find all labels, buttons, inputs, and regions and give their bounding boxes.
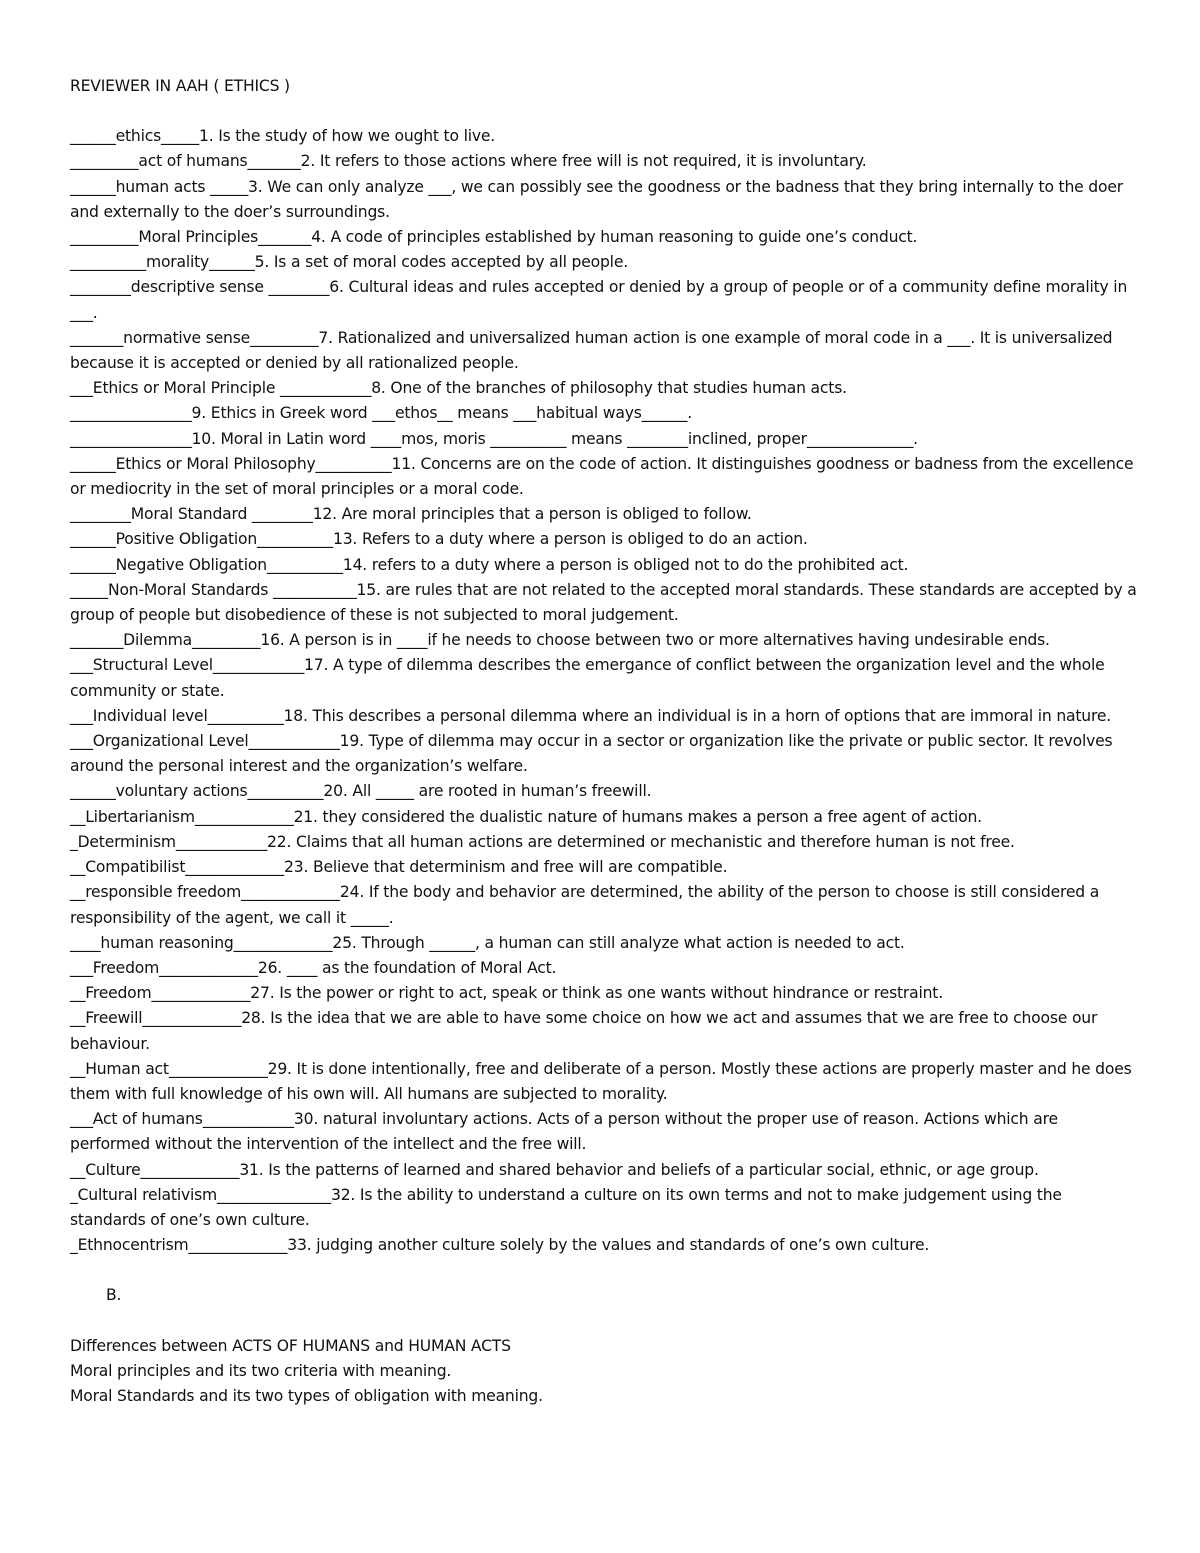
section-b-task: Moral Standards and its two types of obligation with meaning. bbox=[70, 1386, 543, 1405]
question-item: _________Moral Principles_______4. A code of principles established by human reasoning to guide one’s conduct. bbox=[70, 228, 918, 247]
question-item: ______human acts _____3. We can only analyze ___, we can possibly see the goodness or the badness that they bring internally to the doer and externally to the doer’s surroundings. bbox=[70, 177, 1123, 221]
question-item: ___Ethics or Moral Principle ____________8. One of the branches of philosophy that studies human acts. bbox=[70, 379, 847, 398]
question-item: ______ethics_____1. Is the study of how we ought to live. bbox=[70, 127, 496, 146]
question-item: _____Non-Moral Standards ___________15. are rules that are not related to the accepted moral standards. These standards are accepted by a group of people but disobedience of these is not subjected to moral judgement. bbox=[70, 580, 1137, 625]
question-item: __________morality______5. Is a set of moral codes accepted by all people. bbox=[70, 253, 628, 272]
question-item: ______Negative Obligation__________14. refers to a duty where a person is obliged not to do the prohibited act. bbox=[70, 555, 909, 574]
question-item: __Freedom_____________27. Is the power or right to act, speak or think as one wants without hindrance or restraint. bbox=[70, 984, 943, 1003]
question-item: _______Dilemma_________16. A person is in ____if he needs to choose between two or more alternatives having undesirable ends. bbox=[70, 631, 1050, 650]
question-item: ________descriptive sense ________6. Cultural ideas and rules accepted or denied by a group of people or of a community define morality in ___. bbox=[70, 278, 1128, 322]
section-b-task: Differences between ACTS OF HUMANS and HUMAN ACTS bbox=[70, 1336, 511, 1355]
question-item: ______Positive Obligation__________13. Refers to a duty where a person is obliged to do an action. bbox=[70, 530, 808, 549]
section-b-task: Moral principles and its two criteria with meaning. bbox=[70, 1361, 452, 1380]
question-item: ___Freedom_____________26. ____ as the foundation of Moral Act. bbox=[70, 958, 557, 977]
question-item: _______normative sense_________7. Rationalized and universalized human action is one example of moral code in a ___. It is universalized because it is accepted or denied by all rationalized people. bbox=[70, 328, 1113, 373]
question-item: __Culture_____________31. Is the patterns of learned and shared behavior and beliefs of a particular social, ethnic, or age group. bbox=[70, 1160, 1039, 1179]
question-item: ___Structural Level____________17. A type of dilemma describes the emergance of conflict between the organization level and the whole community or state. bbox=[70, 656, 1105, 700]
question-item: ___Act of humans____________30. natural involuntary actions. Acts of a person without the proper use of reason. Actions which are performed without the intervention of the intellect and the free will. bbox=[70, 1110, 1058, 1154]
section-b-label: B. bbox=[106, 1286, 122, 1305]
question-item: __Freewill_____________28. Is the idea that we are able to have some choice on how we act and assumes that we are free to choose our behaviour. bbox=[70, 1009, 1098, 1053]
question-item: ____human reasoning_____________25. Through ______, a human can still analyze what action is needed to act. bbox=[70, 933, 905, 952]
question-item: _Determinism____________22. Claims that all human actions are determined or mechanistic and therefore human is not free. bbox=[70, 832, 1015, 851]
question-item: ___Organizational Level____________19. Type of dilemma may occur in a sector or organization like the private or public sector. It revolves around the personal interest and the organization’s welfare. bbox=[70, 732, 1113, 776]
question-item: __responsible freedom_____________24. If the body and behavior are determined, the ability of the person to choose is still considered a responsibility of the agent, we call it _____. bbox=[70, 883, 1100, 927]
question-item: ________________9. Ethics in Greek word ___ethos__ means ___habitual ways______. bbox=[70, 404, 693, 423]
question-list bbox=[70, 124, 1138, 1258]
question-item: __Compatibilist_____________23. Believe that determinism and free will are compatible. bbox=[70, 858, 728, 877]
question-item: ___Individual level__________18. This describes a personal dilemma where an individual is in a horn of options that are immoral in nature. bbox=[70, 706, 1111, 725]
question-item: ______voluntary actions__________20. All _____ are rooted in human’s freewill. bbox=[70, 782, 652, 801]
question-item: ________Moral Standard ________12. Are moral principles that a person is obliged to follow. bbox=[70, 505, 752, 524]
section-b-tasks bbox=[70, 1334, 1138, 1410]
question-item: ______Ethics or Moral Philosophy__________11. Concerns are on the code of action. It distinguishes goodness or badness from the excellence or mediocrity in the set of moral principles or a moral code. bbox=[70, 454, 1134, 499]
question-item: _________act of humans_______2. It refers to those actions where free will is not required, it is involuntary. bbox=[70, 152, 867, 171]
document-title: REVIEWER IN AAH ( ETHICS ) bbox=[70, 77, 290, 95]
question-item: ________________10. Moral in Latin word ____mos, moris __________ means ________inclined, proper______________. bbox=[70, 429, 918, 448]
question-item: __Libertarianism_____________21. they considered the dualistic nature of humans makes a person a free agent of action. bbox=[70, 807, 982, 826]
question-item: __Human act_____________29. It is done intentionally, free and deliberate of a person. Mostly these actions are properly master and he does them with full knowledge of his own will. All humans are subjected to morality. bbox=[70, 1059, 1132, 1103]
question-item: _Cultural relativism_______________32. Is the ability to understand a culture on its own terms and not to make judgement using the standards of one’s own culture. bbox=[70, 1185, 1062, 1229]
reviewer-document bbox=[70, 74, 1138, 1409]
question-item: _Ethnocentrism_____________33. judging another culture solely by the values and standards of one’s own culture. bbox=[70, 1236, 930, 1255]
